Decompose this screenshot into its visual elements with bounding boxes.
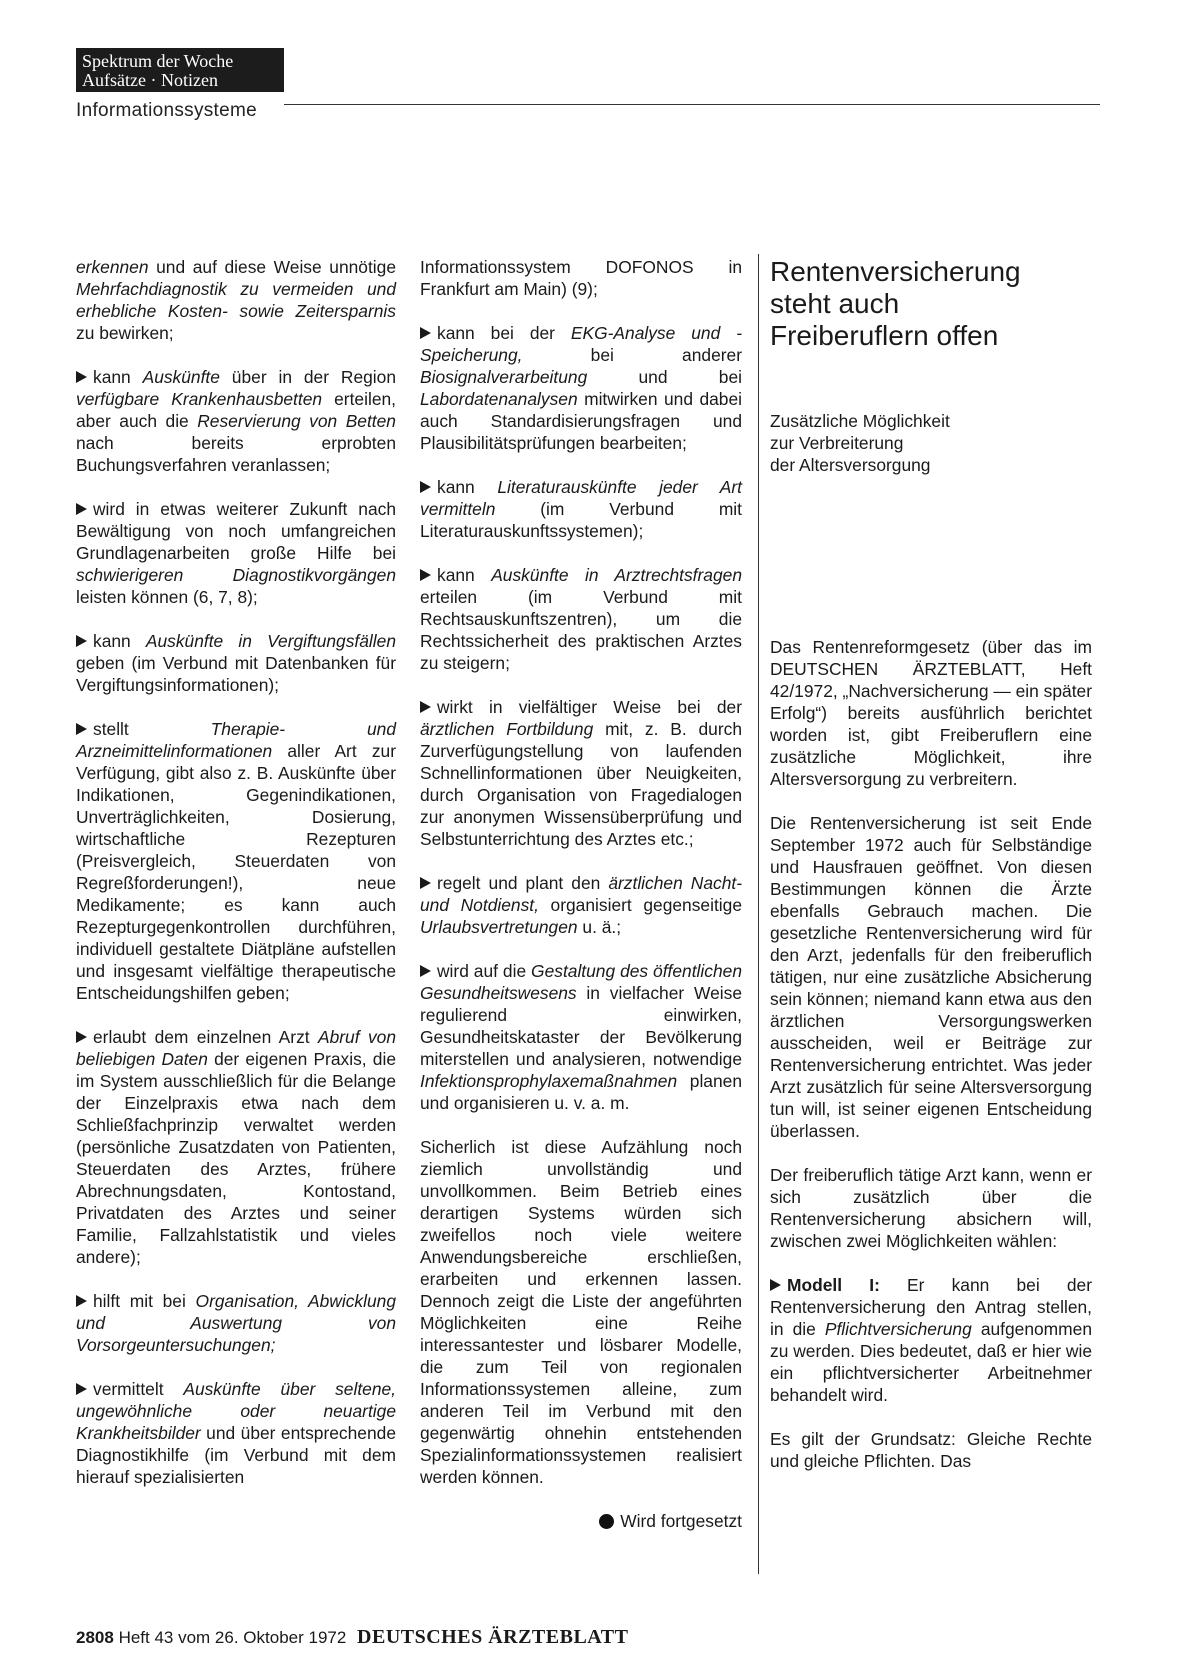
bullet-triangle-icon [76, 723, 87, 735]
text-run: aufgenommen zu werden. Dies bedeutet, daß er hier wie ein pflichtversicherter Arbeitnehmer behandelt wird. [770, 1319, 1092, 1405]
bullet-text [420, 565, 742, 673]
column-1 [76, 256, 396, 1510]
subhead-line: Zusätzliche Möglichkeit [770, 411, 950, 431]
text-run: und auf diese Weise unnötige [148, 257, 396, 277]
text-run: und bei [587, 367, 742, 387]
bullet-text [420, 697, 742, 849]
bullet-text [76, 1379, 396, 1487]
text-run: Biosignalverarbeitung [420, 367, 588, 387]
bullet-text [420, 873, 742, 937]
text-run: Informationssystem DOFONOS in Frankfurt am Main) (9); [420, 257, 742, 299]
text-run: Labordatenanalysen [420, 389, 578, 409]
column-2 [420, 256, 742, 1554]
bullet-text [420, 323, 742, 453]
bullet-triangle-icon [76, 503, 87, 515]
text-run: wirkt in vielfältiger Weise bei der [437, 697, 742, 717]
text-run: verfügbare Krankenhausbetten [76, 389, 323, 409]
col3-paragraph [770, 812, 1092, 1142]
subhead-line: der Altersversorgung [770, 455, 931, 475]
masthead-line-2: Aufsätze · Notizen [82, 70, 218, 90]
col3-bullet [770, 1274, 1092, 1406]
col1-bullet [76, 366, 396, 476]
text-run: über in der Region [219, 367, 397, 387]
bullet-triangle-icon [420, 877, 431, 889]
publication-name: DEUTSCHES ÄRZTEBLATT [357, 1626, 629, 1648]
text-run: Gestaltung des öffentlichen Gesundheitswesens [420, 961, 742, 1003]
bullet-text [76, 1291, 396, 1355]
page-footer [76, 1626, 628, 1649]
text-run: zu bewirken; [76, 323, 174, 343]
bullet-triangle-icon [770, 1279, 781, 1291]
continued-label: Wird fortgesetzt [620, 1511, 742, 1531]
page-number: 2808 [76, 1628, 114, 1647]
bullet-triangle-icon [420, 701, 431, 713]
bullet-text [76, 1027, 396, 1267]
text-run: Das Rentenreformgesetz (über das im DEUTSCHEN ÄRZTEBLATT, Heft 42/1972, „Nachversicherung — ein später Erfolg“) bereits ausführlich berichtet worden ist, gibt Freiberuflern eine zusätzliche Möglichkeit, ihre Altersversorgung zu verbreitern. [770, 637, 1092, 789]
text-run: Er kann bei der Rentenversicherung den Antrag stellen, in die [770, 1275, 1092, 1339]
text-run: in vielfacher Weise regulierend einwirken, Gesundheitskataster der Bevölkerung miterstellen und analysieren, notwendige [420, 983, 742, 1069]
text-run: erkennen [76, 257, 149, 277]
text-run: EKG-Analyse und -Speicherung, [420, 323, 742, 365]
text-run: regelt und plant den [437, 873, 609, 893]
text-run: hilft mit bei [93, 1291, 196, 1311]
col1-bullet [76, 1290, 396, 1356]
col1-bullet [76, 718, 396, 1004]
text-run: Pflichtversicherung [824, 1319, 972, 1339]
headline-line: Freiberuflern offen [770, 320, 999, 351]
section-label: Informationssysteme [76, 100, 257, 121]
bullet-text [76, 367, 396, 475]
text-run: Es gilt der Grundsatz: Gleiche Rechte und gleiche Pflichten. Das [770, 1429, 1092, 1471]
column-separator [758, 254, 759, 1574]
text-run: Auskünfte [142, 367, 220, 387]
masthead [76, 48, 284, 92]
text-run: kann [93, 631, 146, 651]
bullet-text [770, 1275, 1092, 1405]
bullet-triangle-icon [76, 371, 87, 383]
text-run: Reservierung von Betten [197, 411, 396, 431]
col2-paragraph [420, 1136, 742, 1488]
masthead-line-1: Spektrum der Woche [82, 51, 234, 71]
text-run: planen und organisieren u. v. a. m. [420, 1071, 742, 1113]
text-run: (im Verbund mit Literaturauskunftssystemen); [420, 499, 742, 541]
text-run: stellt [93, 719, 211, 739]
text-run: erlaubt dem einzelnen Arzt [93, 1027, 318, 1047]
bullet-text [76, 719, 396, 1003]
text-run: nach bereits erprobten Buchungsverfahren veranlassen; [76, 433, 396, 475]
text-run: kann bei der [437, 323, 571, 343]
col2-bullet [420, 322, 742, 454]
bullet-triangle-icon [76, 1031, 87, 1043]
text-run: kann [437, 565, 492, 585]
article-headline [770, 256, 1092, 352]
text-run: Auskünfte über seltene, ungewöhnliche oder neuartige Krankheitsbilder [76, 1379, 396, 1443]
issue-info: Heft 43 vom 26. Oktober 1972 [118, 1628, 347, 1647]
text-run: Infektionsprophylaxemaßnahmen [420, 1071, 678, 1091]
text-run: geben (im Verbund mit Datenbanken für Vergiftungsinformationen); [76, 653, 396, 695]
headline-line: steht auch [770, 288, 900, 319]
text-run: u. ä.; [577, 917, 622, 937]
text-run: Therapie- und Arzneimittelinformationen [76, 719, 396, 761]
article-subhead [770, 410, 1092, 476]
bullet-triangle-icon [420, 481, 431, 493]
col3-paragraph [770, 1164, 1092, 1252]
text-run: Auskünfte in Arztrechtsfragen [491, 565, 742, 585]
bullet-triangle-icon [76, 1295, 87, 1307]
text-run: bei anderer [522, 345, 742, 365]
text-run: aller Art zur Verfügung, gibt also z. B. Auskünfte über Indikationen, Gegenindikationen, Unverträglichkeiten, Dosierung, wirtschaftliche Rezepturen (Preisvergleich, Steuerdaten von Regreßforderungen!), neue Medikamente; es kann auch Rezepturgegenkontrollen durchführen, individuell gestaltete Diätpläne aufstellen und insgesamt vielfältige therapeutische Entscheidungshilfen geben; [76, 741, 396, 1003]
col1-bullet [76, 630, 396, 696]
filled-circle-icon [599, 1514, 614, 1529]
text-run: und über entsprechende Diagnostikhilfe (im Verbund mit dem hierauf spezialisierten [76, 1423, 396, 1487]
col2-bullet [420, 476, 742, 542]
bullet-triangle-icon [76, 635, 87, 647]
col1-bullet [76, 1378, 396, 1488]
bullet-text [420, 961, 742, 1113]
text-run: ärztlichen Fortbildung [420, 719, 594, 739]
bullet-triangle-icon [420, 327, 431, 339]
col1-paragraph [76, 256, 396, 344]
text-run: Modell I: [787, 1275, 880, 1295]
text-run: erteilen, aber auch die [76, 389, 397, 431]
headline-line: Rentenversicherung [770, 256, 1021, 287]
continued-note [420, 1510, 742, 1532]
text-run: schwierigeren Diagnostikvorgängen [76, 565, 396, 585]
bullet-text [76, 499, 396, 607]
column-3 [770, 256, 1092, 1494]
top-rule [284, 104, 1100, 105]
col2-bullet [420, 872, 742, 938]
text-run: Der freiberuflich tätige Arzt kann, wenn er sich zusätzlich über die Rentenversicherung absichern will, zwischen zwei Möglichkeiten wählen: [770, 1165, 1092, 1251]
bullet-triangle-icon [76, 1383, 87, 1395]
col1-bullet [76, 1026, 396, 1268]
text-run: mit, z. B. durch Zurverfügungstellung von laufenden Schnellinformationen über Neuigkeiten, durch Organisation von Fragedialogen zur anonymen Wissensüberprüfung und Selbstunterrichtung des Arztes etc.; [420, 719, 742, 849]
text-run: kann [437, 477, 498, 497]
text-run: wird in etwas weiterer Zukunft nach Bewältigung von noch umfangreichen Grundlagenarbeiten große Hilfe bei [76, 499, 396, 563]
text-run: Mehrfachdiagnostik zu vermeiden und erhebliche Kosten- sowie Zeitersparnis [76, 279, 396, 321]
text-run: mitwirken und dabei auch Standardisierungsfragen und Plausibilitätsprüfungen bearbeiten; [420, 389, 742, 453]
bullet-text [76, 631, 396, 695]
col2-paragraph [420, 256, 742, 300]
col3-paragraph [770, 1428, 1092, 1472]
text-run: vermittelt [93, 1379, 184, 1399]
text-run: Die Rentenversicherung ist seit Ende September 1972 auch für Selbständige und Hausfrauen geöffnet. Von diesen Bestimmungen können die Ärzte ebenfalls Gebrauch machen. Die gesetzliche Rentenversicherung wird für den Arzt, jedenfalls für den freiberuflich tätigen, nur eine zusätzliche Absicherung sein können; niemand kann etwa aus den ärztlichen Versorgungswerken ausscheiden, weil er Beiträge zur Rentenversicherung entrichtet. Was jeder Arzt zusätzlich für seine Altersversorgung tun will, ist seiner eigenen Entscheidung überlassen. [770, 813, 1092, 1141]
text-run: Literaturauskünfte jeder Art vermitteln [420, 477, 743, 519]
text-run: Organisation, Abwicklung und Auswertung von Vorsorgeuntersuchungen; [76, 1291, 396, 1355]
text-run: Urlaubsvertretungen [420, 917, 578, 937]
text-run: organisiert gegenseitige [538, 895, 742, 915]
col2-bullet [420, 696, 742, 850]
text-run: erteilen (im Verbund mit Rechtsauskunftszentren), um die Rechtssicherheit des praktischen Arztes zu steigern; [420, 587, 742, 673]
text-run: kann [93, 367, 143, 387]
col3-paragraph [770, 636, 1092, 790]
subhead-line: zur Verbreiterung [770, 433, 904, 453]
text-run: Auskünfte in Vergiftungsfällen [145, 631, 396, 651]
text-run: der eigenen Praxis, die im System ausschließlich für die Belange der Einzelpraxis etwa nach dem Schließfachprinzip verwaltet werden (persönliche Zusatzdaten von Patienten, Steuerdaten des Arztes, frühere Abrechnungsdaten, Kontostand, Privatdaten des Arztes und seiner Familie, Fallzahlstatistik und vieles andere); [76, 1049, 396, 1267]
col1-bullet [76, 498, 396, 608]
text-run: Sicherlich ist diese Aufzählung noch ziemlich unvollständig und unvollkommen. Beim Betrieb eines derartigen Systems würden sich zweifellos noch viele weitere Anwendungsbereiche erschließen, erarbeiten und erkennen lassen. Dennoch zeigt die Liste der angeführten Möglichkeiten eine Reihe interessantester und lösbarer Modelle, die zum Teil von regionalen Informationssystemen alleine, zum anderen Teil im Verbund mit den gegenwärtig ohnehin entstehenden Spezialinformationssystemen realisiert werden können. [420, 1137, 742, 1487]
text-run: ärztlichen Nacht- und Notdienst, [420, 873, 742, 915]
bullet-triangle-icon [420, 965, 431, 977]
text-run: leisten können (6, 7, 8); [76, 587, 258, 607]
col2-bullet [420, 960, 742, 1114]
col2-bullet [420, 564, 742, 674]
text-run: wird auf die [437, 961, 532, 981]
text-run: Abruf von beliebigen Daten [76, 1027, 396, 1069]
bullet-text [420, 477, 742, 541]
bullet-triangle-icon [420, 569, 431, 581]
